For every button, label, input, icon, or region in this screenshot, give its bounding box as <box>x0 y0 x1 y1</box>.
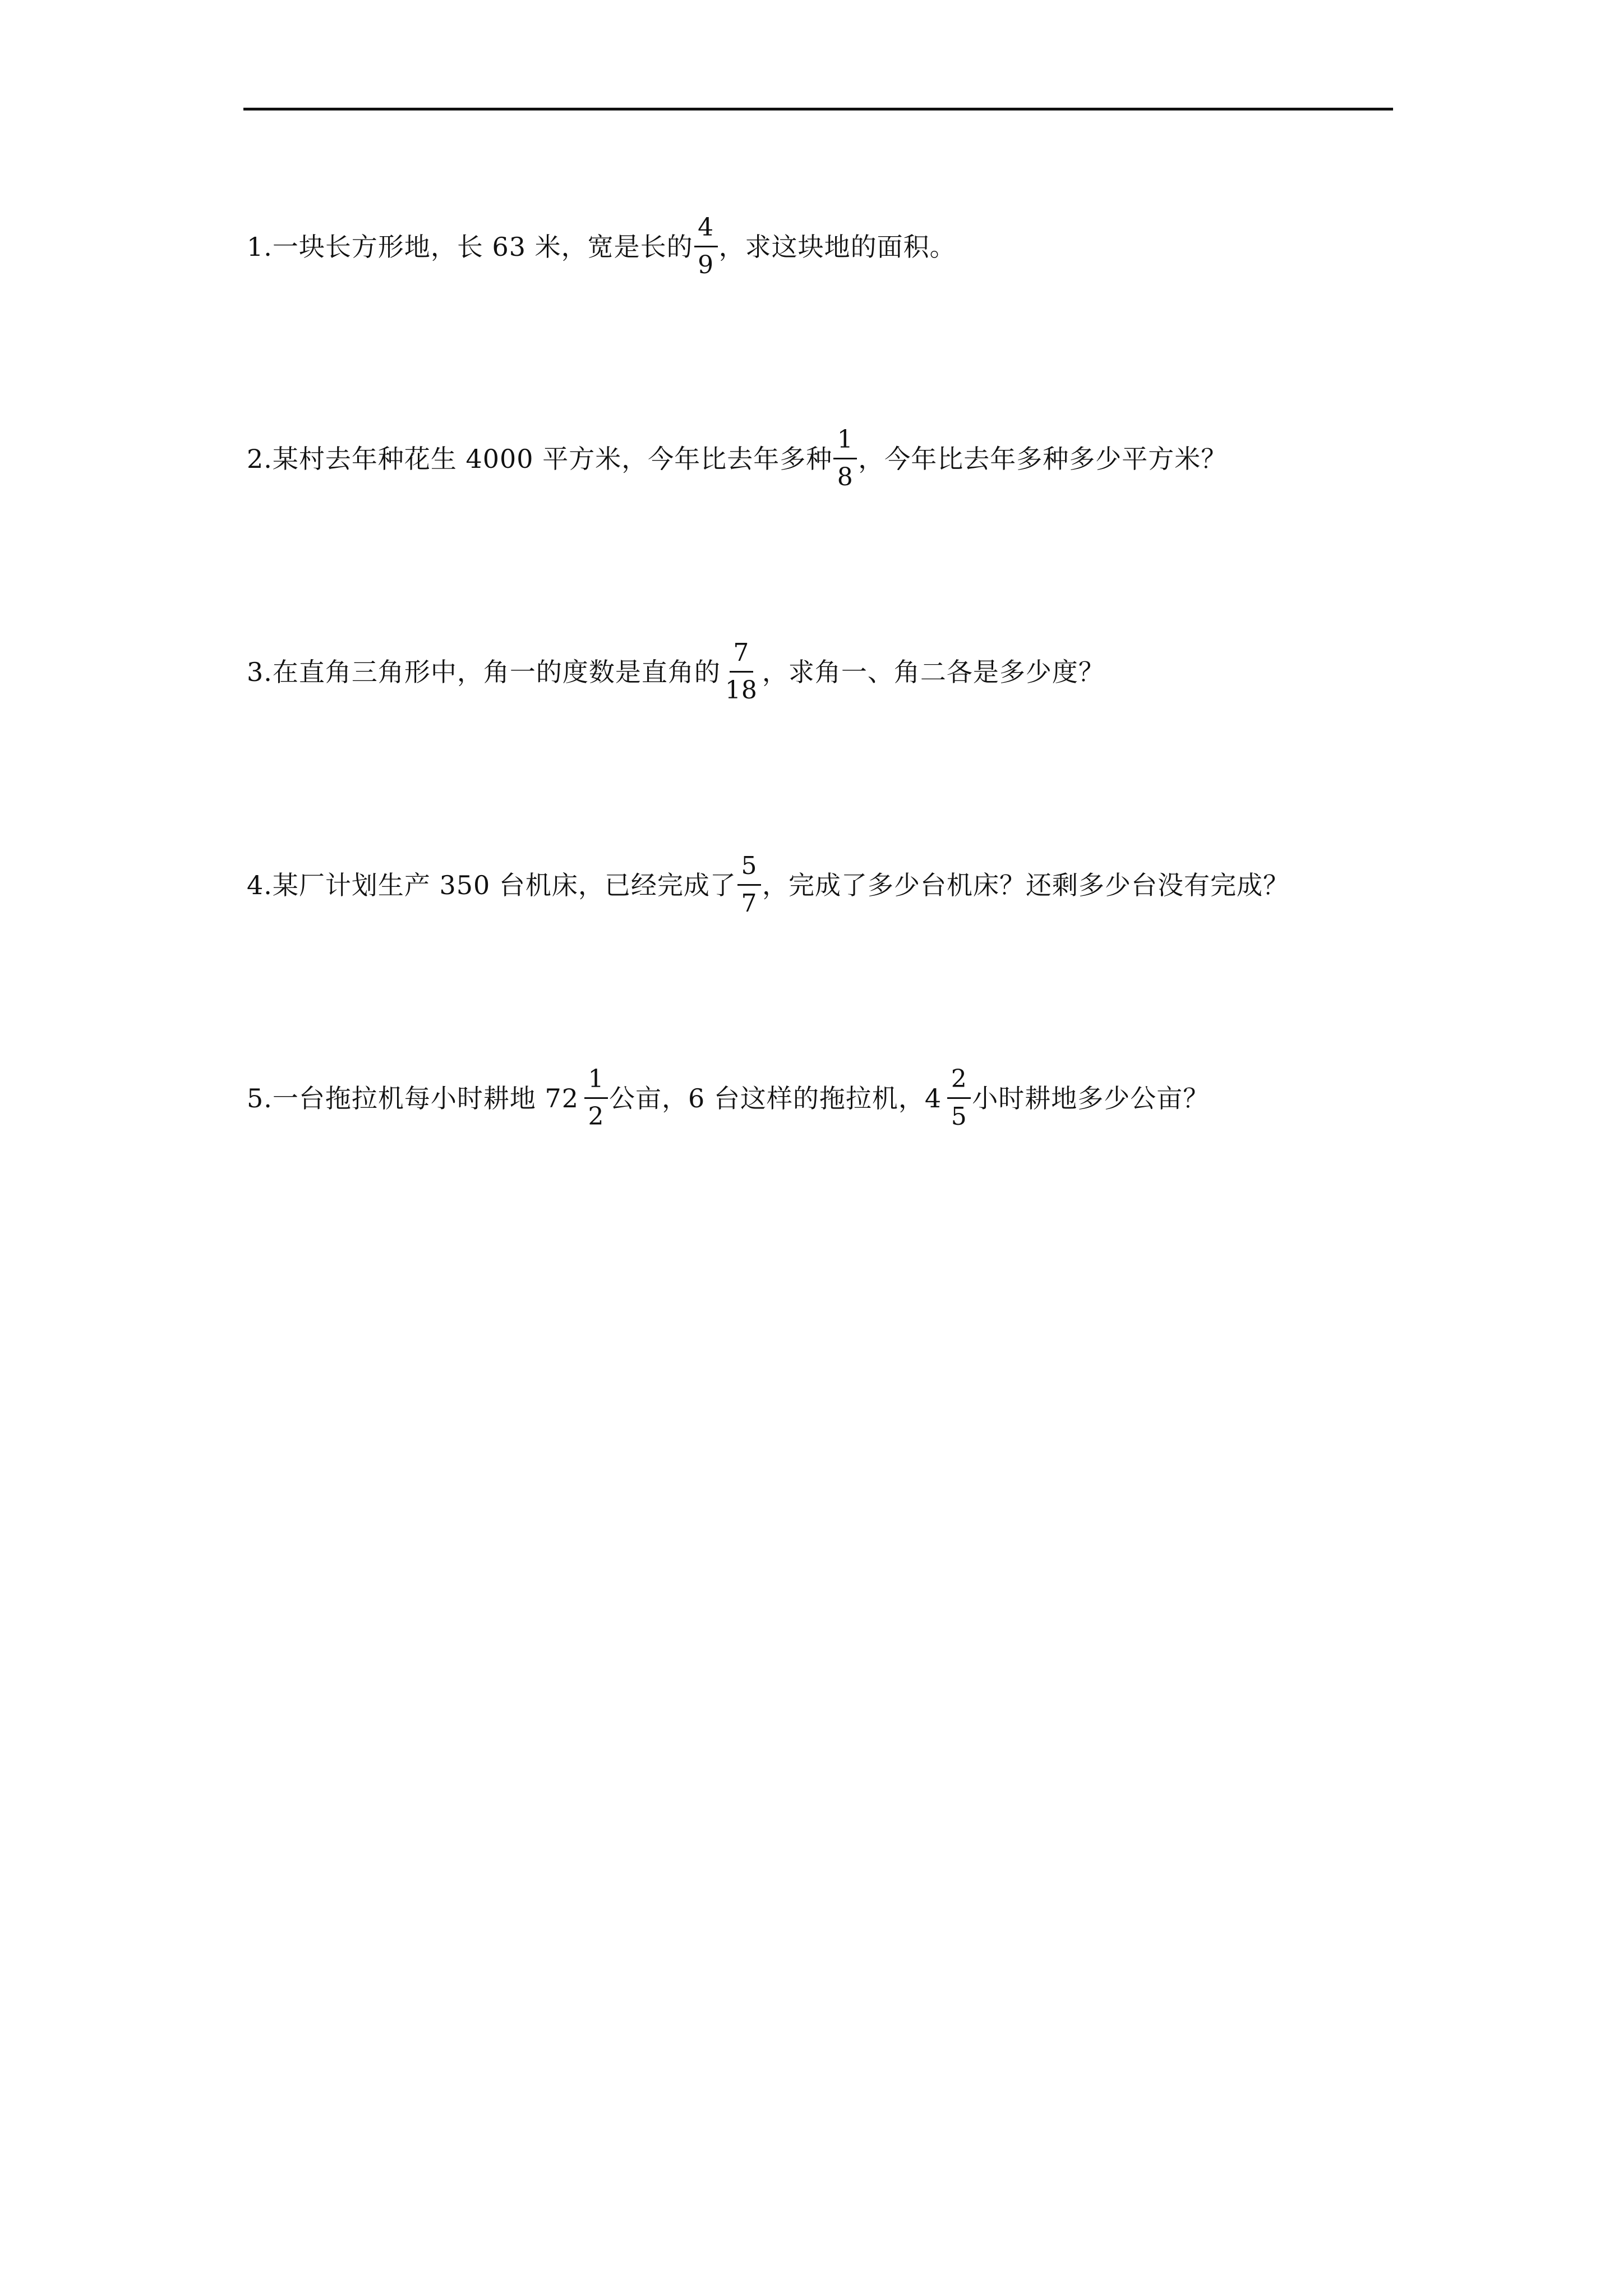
problem-4-text-after: ，完成了多少台机床？还剩多少台没有完成？ <box>762 869 1289 900</box>
problem-3 <box>247 638 1105 705</box>
fraction-numerator: 2 <box>947 1065 971 1099</box>
problem-4-text-before: 4.某厂计划生产 350 台机床，已经完成了 <box>247 869 736 900</box>
fraction-denominator: 2 <box>588 1102 605 1131</box>
fraction-numerator: 7 <box>730 638 753 673</box>
problem-2 <box>247 425 1227 492</box>
problem-3-text-after: ，求角一、角二各是多少度？ <box>762 656 1105 687</box>
fraction-numerator: 5 <box>737 852 761 886</box>
fraction <box>722 638 761 705</box>
fraction <box>947 1065 971 1131</box>
problem-4 <box>247 852 1289 918</box>
fraction-denominator: 5 <box>951 1102 967 1131</box>
problem-1-text-after: ，求这块地的面积。 <box>718 231 956 262</box>
problem-1 <box>247 213 956 280</box>
fraction-denominator: 7 <box>741 889 758 918</box>
problem-1-text-before: 1.一块长方形地，长 63 米，宽是长的 <box>247 231 693 262</box>
fraction <box>737 852 761 918</box>
fraction <box>694 213 718 280</box>
fraction-numerator: 4 <box>694 213 718 247</box>
fraction-denominator: 9 <box>698 251 714 279</box>
problem-5 <box>247 1065 1209 1131</box>
problem-2-text-before: 2.某村去年种花生 4000 平方米，今年比去年多种 <box>247 443 833 474</box>
fraction-denominator: 18 <box>725 676 758 705</box>
fraction-numerator: 1 <box>833 425 857 459</box>
problem-3-text-before: 3.在直角三角形中，角一的度数是直角的 <box>247 656 721 687</box>
fraction <box>833 425 857 492</box>
problem-2-text-after: ，今年比去年多种多少平方米？ <box>858 443 1228 474</box>
fraction <box>584 1065 608 1131</box>
problem-5-text-middle: 公亩，6 台这样的拖拉机，4 <box>609 1083 942 1114</box>
fraction-denominator: 8 <box>837 463 854 491</box>
problem-5-text-after: 小时耕地多少公亩？ <box>972 1083 1210 1114</box>
fraction-numerator: 1 <box>584 1065 608 1099</box>
problem-5-text-before: 5.一台拖拉机每小时耕地 72 <box>247 1083 579 1114</box>
header-rule <box>243 108 1393 111</box>
